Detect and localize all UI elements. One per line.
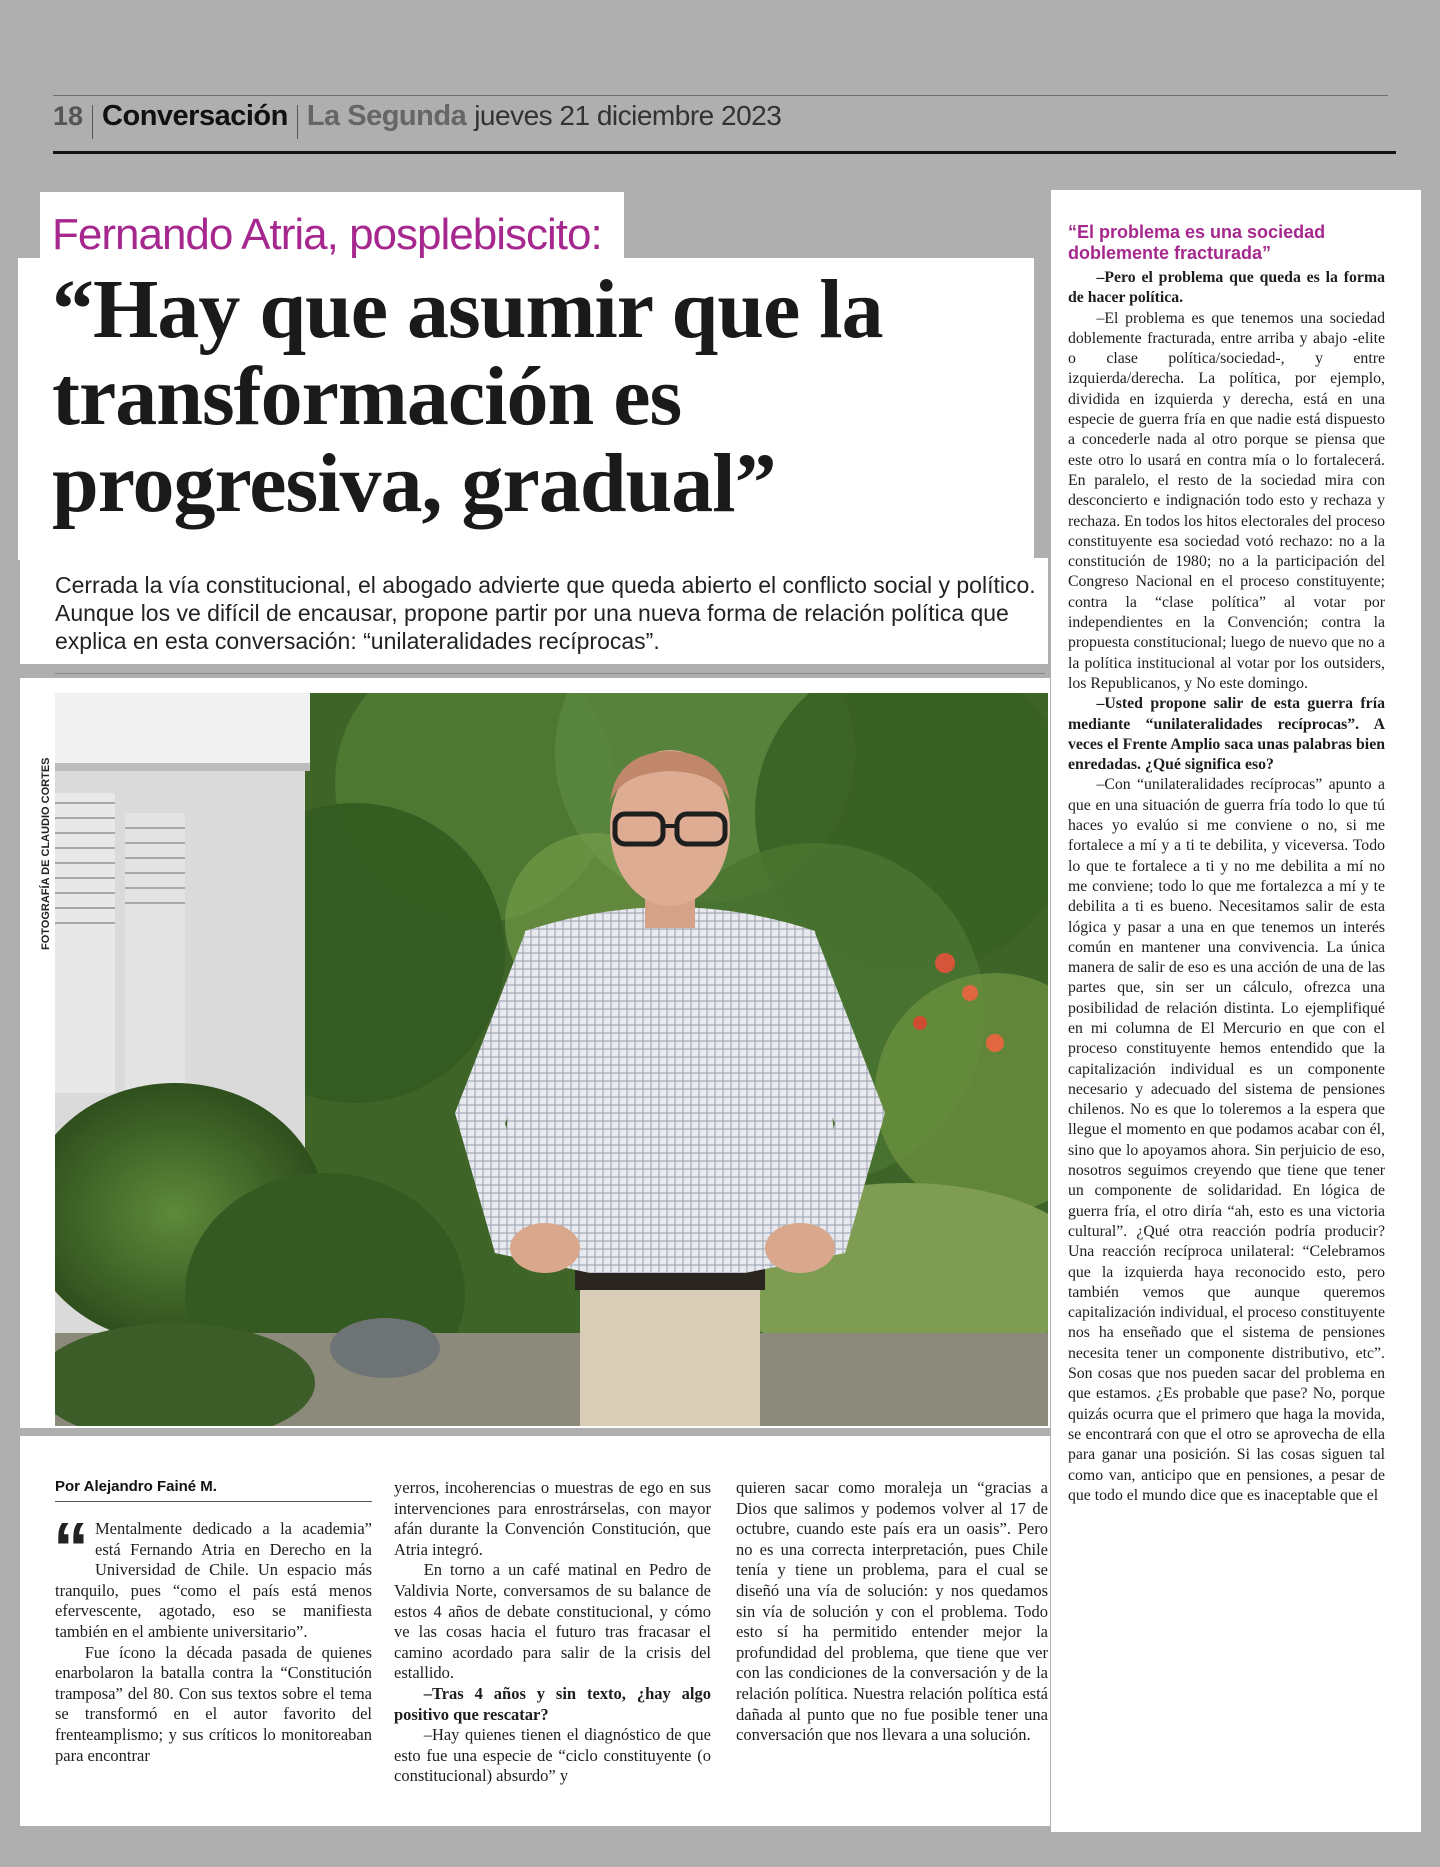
dek-rule [55, 673, 1045, 674]
paragraph: –El problema es que tenemos una sociedad doblemente fracturada, entre arriba y abajo -elite o clase política/sociedad-, y entre izquierda/derecha. La política, por ejemplo, dividida en izquierda y derecha, está en una especie de guerra fría en que nadie está dispuesto a concederle nada al otro porque se piensa que este otro lo usará en contra mía o lo fortalecerá. En paralelo, el resto de la sociedad mira con desconcierto e indignación todo esto y rechaza y rechaza. En todos los hitos electorales del proceso constituyente esa sociedad votó rechazo: no a la constitución de 1980; no a la participación del Congreso Nacional en el proceso constituyente; contra la “clase política” al votar por independientes en la Convención; contra la propuesta constitucional; luego de nuevo que no a la política institucional al votar por los outsiders, los Republicanos, y No este domingo. [1068, 309, 1385, 692]
article-kicker: Fernando Atria, posplebiscito: [52, 210, 602, 259]
article-column-2 [394, 1478, 711, 1787]
paragraph: –Con “unilateralidades recíprocas” apunto a que en una situación de guerra fría todo lo que tú haces yo evalúo si me conviene o no, si me fortalece a mí y a ti te debilita, y viceversa. Todo lo que te fortalece a ti y no me debilita a mí no me conviene; todo lo que me fortalezca a mí y te debilita a ti es bueno. Necesitamos salir de esta lógica y pasar a una en que tenemos un interés común en mantener una convivencia. La única manera de salir de eso es una acción de una de las partes que, sin ser un cálculo, ofrezca una posibilidad de relación distinta. Lo ejemplifiqué en mi columna de El Mercurio en que con el proceso constituyente hemos entendido que la capitalización individual es un componente necesario y adecuado del sistema de pensiones chilenos. No es que lo toleremos a la espera que llegue el momento en que podamos acabar con él, sino que lo apoyamos ahora. Sin perjuicio de eso, nosotros seguimos creyendo que tiene que tener un componente de solidaridad. En lógica de guerra fría, el otro diría “ah, esto es una victoria cultural”. ¿Qué otra reacción podría producir? Una reacción recíproca unilateral: “Celebramos que la izquierda haya reconocido esto, pero también vemos que aunque queremos capitalización individual, el proceso constituyente nos ha enseñado que el sistema de pensiones necesita tener un componente distributivo, etc”. Son cosas que nos pueden sacar del problema en que estamos. ¿Es probable que pase? No, porque quizás ocurra que el primero que haga la movida, se encontrará con que el otro se aprovecha de ella para ganar una posición. Si las cosas siguen tal como van, anticipo que en pensiones, a pesar de que todo el mundo dice que es inaceptable que el [1068, 776, 1385, 1504]
article-headline: “Hay que asumir que la transformación es progresiva, gradual” [52, 263, 883, 530]
drop-quote-mark: “ [53, 1509, 89, 1589]
header-separator [92, 105, 93, 139]
interview-question: –Pero el problema que queda es la forma de hacer política. [1068, 269, 1385, 307]
article-photo [55, 693, 1048, 1426]
interview-question: –Usted propone salir de esta guerra fría mediante “unilateralidades recíprocas”. A veces el Frente Amplio saca unas palabras bien enredadas. ¿Qué significa eso? [1068, 695, 1385, 774]
photo-credit: FOTOGRAFÍA DE CLAUDIO CORTES [40, 757, 52, 950]
publication-date: jueves 21 diciembre 2023 [474, 100, 782, 131]
publication-name: La Segunda [306, 100, 467, 132]
header-top-rule [53, 95, 1388, 96]
header-separator [297, 105, 298, 139]
article-byline: Por Alejandro Fainé M. [55, 1478, 217, 1495]
sidebar-subhead: “El problema es una sociedad doblemente fracturada” [1068, 222, 1326, 263]
section-name: Conversación [102, 100, 288, 132]
paragraph: Mentalmente dedicado a la academia” está Fernando Atria en Derecho en la Universidad de Chile. Un espacio más tranquilo, pues “como el país está menos efervescente, agotado, eso se manifiesta también en el ambiente universitario”. [55, 1519, 372, 1641]
paragraph: quieren sacar como moraleja un “gracias a Dios que salimos y podemos volver al 17 de octubre, cuando este país era un oasis”. Pero no es una correcta interpretación, pues Chile tenía y tiene un problema, para el cual se diseñó una vía de solución: y nos quedamos sin vía de solución y con el problema. Todo esto sí ha permitido entender mejor la profundidad del problema, que tiene que ver con las condiciones de la conversación y de la relación política. Nuestra relación política está dañada al punto que no fue posible tener una conversación que nos llevara a una solución. [736, 1478, 1048, 1745]
paragraph: En torno a un café matinal en Pedro de Valdivia Norte, conversamos de su balance de estos 4 años de debate constitucional, y cómo ve las cosas hacia el futuro tras fracasar el camino acordado para salir de la crisis del estallido. [394, 1560, 711, 1683]
byline-rule [55, 1501, 372, 1502]
page-number: 18 [53, 101, 84, 131]
header-bottom-rule [53, 151, 1396, 154]
sidebar-column [1068, 268, 1385, 1506]
article-dek: Cerrada la vía constitucional, el abogado advierte que queda abierto el conflicto social y político. Aunque los ve difícil de encausar, propone partir por una nueva forma de relación política que explica en esta conversación: “unilateralidades recíprocas”. [55, 572, 1036, 654]
article-column-1 [53, 1509, 372, 1766]
interview-question: –Tras 4 años y sin texto, ¿hay algo positivo que rescatar? [394, 1683, 711, 1724]
article-column-3 [736, 1478, 1048, 1746]
paragraph: Fue ícono la década pasada de quienes enarbolaron la batalla contra la “Constitución tramposa” del 80. Con sus textos sobre el tema se transformó en el autor favorito del frenteamplismo; y sus críticos lo monitoreaban para encontrar [55, 1642, 372, 1765]
paragraph: –Hay quienes tienen el diagnóstico de que esto fue una especie de “ciclo constituyente (o constitucional) absurdo” y [394, 1725, 711, 1786]
photo-illustration [55, 693, 1048, 1426]
page-header [53, 100, 781, 144]
paragraph: yerros, incoherencias o muestras de ego en sus intervenciones para enrostrárselas, con mayor afán durante la Convención Constitución, que Atria integró. [394, 1478, 711, 1559]
